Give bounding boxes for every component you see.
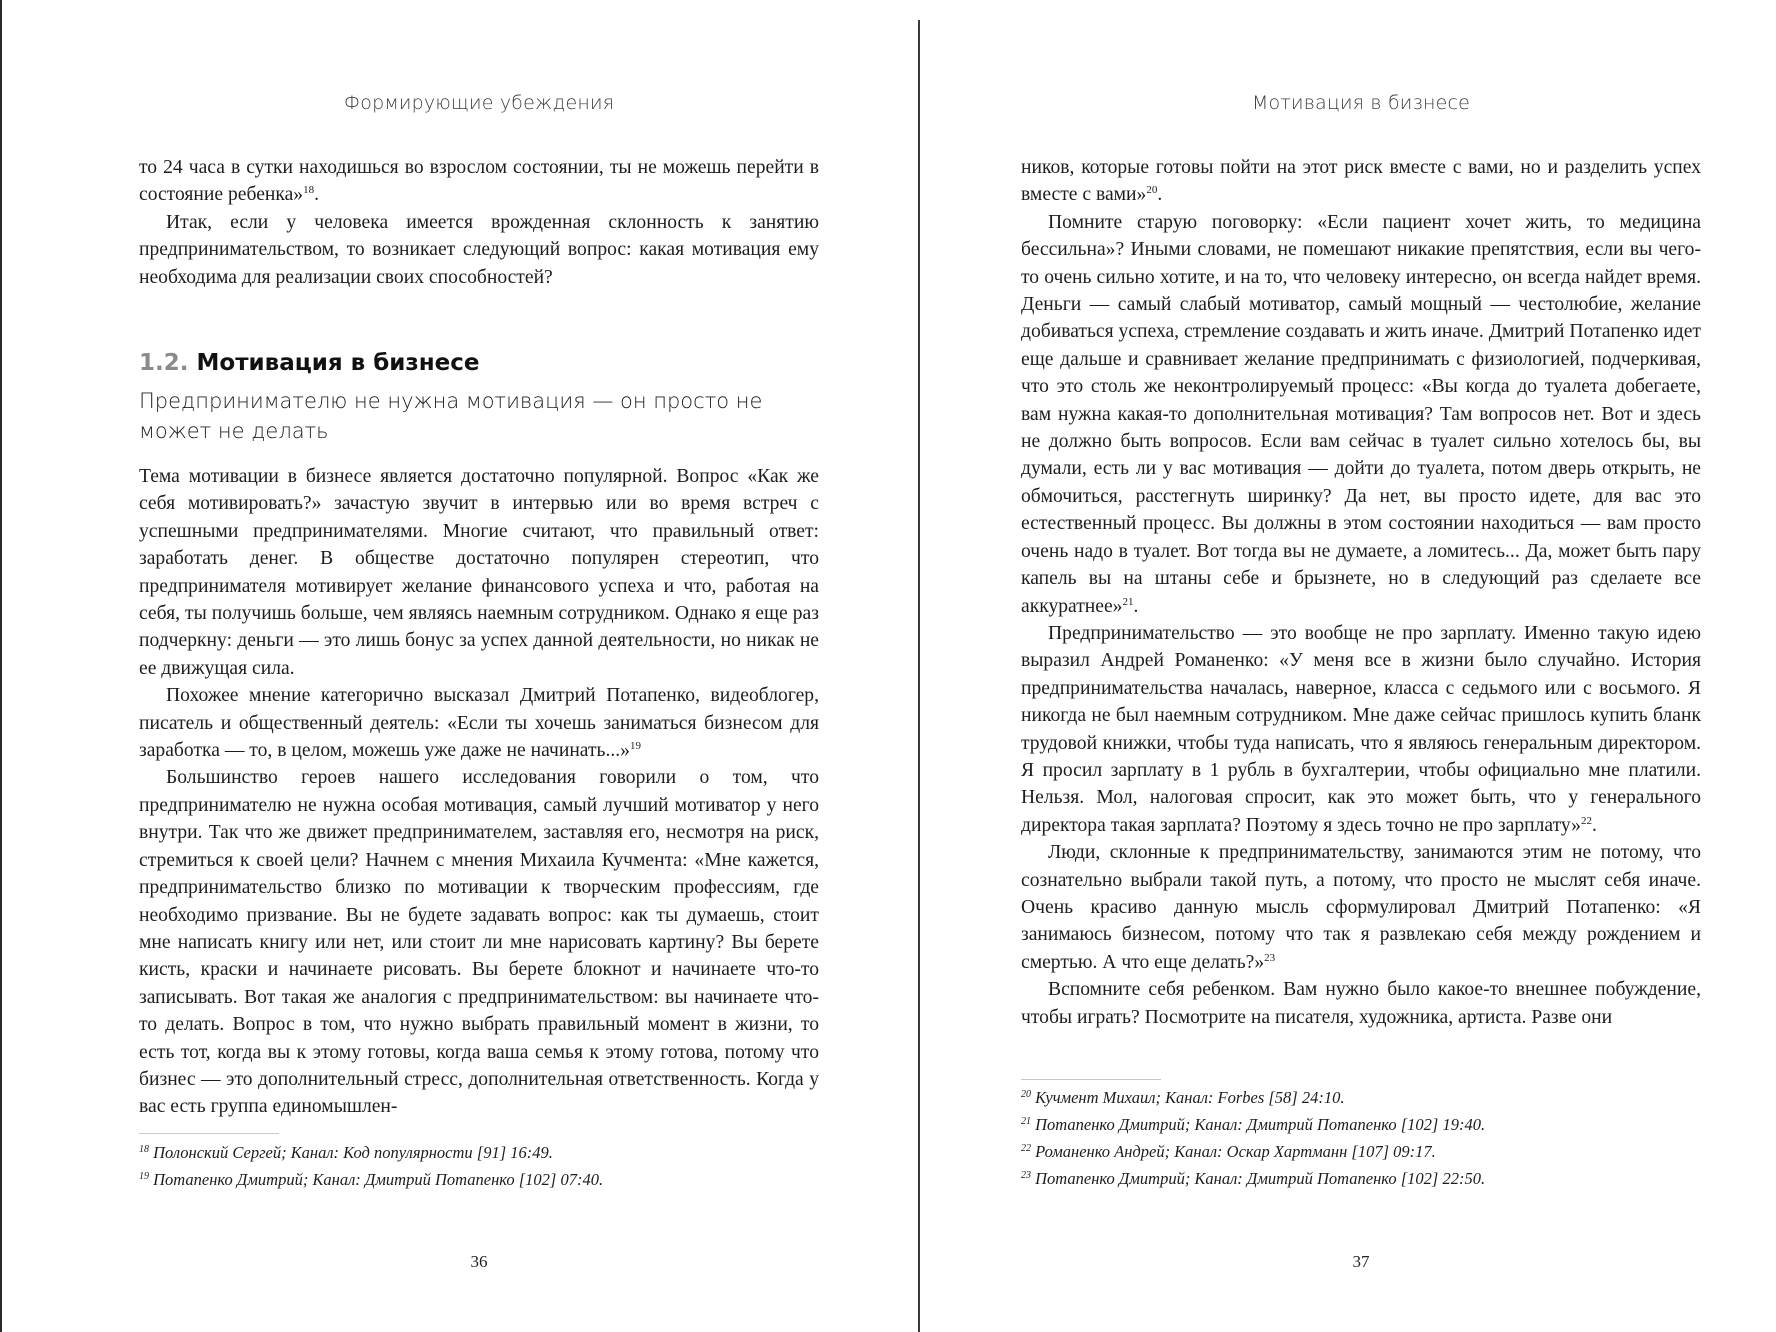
footnote-ref[interactable]: 22 — [1580, 814, 1592, 827]
section-body — [139, 463, 819, 1121]
footnote-ref[interactable]: 21 — [1122, 595, 1134, 608]
paragraph — [139, 682, 819, 764]
footnote — [1021, 1084, 1701, 1111]
footnote-ref[interactable]: 23 — [1264, 951, 1276, 964]
footnotes — [139, 1139, 819, 1193]
right-page — [1021, 0, 1701, 1332]
paragraph — [139, 764, 819, 1120]
running-head: Мотивация в бизнесе — [1251, 92, 1471, 114]
paragraph — [139, 463, 819, 682]
footnotes — [1021, 1084, 1701, 1192]
footnote-text: Потапенко Дмитрий; Канал: Дмитрий Потапенко [102] 07:40. — [153, 1170, 604, 1189]
footnote-number: 21 — [1021, 1116, 1031, 1127]
footnote — [139, 1166, 819, 1193]
footnote — [1021, 1165, 1701, 1192]
footnote-rule — [139, 1133, 279, 1134]
paragraph-text: Большинство героев нашего исследования говорили о том, что предпринимателю не нужна особая мотивация, самый лучший мотиватор у него внутри. Так что же движет предпринимателем, заставляя его, несмотря на риск, стремиться к своей цели? Начнем с мнения Михаила Кучмента: «Мне кажется, предпринимательство близко по мотивации к творческим профессиям, где необходимо призвание. Вы не будете задавать вопрос: как ты думаешь, стоит мне написать книгу или нет, или стоит ли мне нарисовать картину? Вы берете кисть, краски и начинаете рисовать. Вы берете блокнот и начинаете что-то записывать. Вот такая же аналогия с предпринимательством: вы начинаете что-то делать. Вопрос в том, что нужно выбрать правильный момент в жизни, то есть тот, когда вы к этому готовы, когда ваша семья к этому готова, потому что бизнес — это дополнительный стресс, дополнительная ответственность. Когда у вас есть группа единомышлен- — [139, 767, 819, 1118]
footnote-rule — [1021, 1079, 1161, 1080]
footnote-number: 19 — [139, 1171, 149, 1182]
paragraph-tail: . — [1133, 595, 1139, 617]
paragraph-text: то 24 часа в сутки находишься во взрослом состоянии, ты не можешь перейти в состояние ребенка» — [139, 157, 819, 206]
paragraph — [139, 154, 819, 209]
paragraph-tail: . — [314, 184, 319, 206]
paragraph — [1021, 839, 1701, 976]
paragraph-text: ников, которые готовы пойти на этот риск вместе с вами, но и разделить успех вместе с вами» — [1021, 157, 1701, 206]
paragraph — [1021, 976, 1701, 1031]
page-number: 37 — [1352, 1252, 1370, 1271]
footnote — [139, 1139, 819, 1166]
footnote-text: Потапенко Дмитрий; Канал: Дмитрий Потапенко [102] 19:40. — [1035, 1115, 1486, 1134]
paragraph-text: Люди, склонные к предпринимательству, занимаются этим не потому, что сознательно выбрали такой путь, а потому, что просто не мыслят себя иначе. Очень красиво данную мысль сформулировал Дмитрий Потапенко: «Я занимаюсь бизнесом, потому что так я развлекаю себя между рождением и смертью. А что еще делать?» — [1021, 842, 1701, 973]
paragraph-tail: . — [1591, 814, 1597, 836]
section-heading — [139, 350, 819, 376]
footnote-number: 20 — [1021, 1089, 1031, 1100]
left-page — [139, 0, 819, 1332]
running-head: Формирующие убеждения — [343, 92, 615, 114]
footnote-text: Кучмент Михаил; Канал: Forbes [58] 24:10. — [1035, 1088, 1345, 1107]
footnote — [1021, 1138, 1701, 1165]
paragraph-text: Предпринимательство — это вообще не про зарплату. Именно такую идею выразил Андрей Романенко: «У меня все в жизни было случайно. История предпринимательства началась, наверное, класса с седьмого или с восьмого. Я никогда не был наемным сотрудником. Мне даже сейчас пришлось купить бланк трудовой книжки, чтобы туда написать, что я являюсь генеральным директором. Я просил зарплату в 1 рубль в бухгалтерии, чтобы официально мне платили. Нельзя. Мол, налоговая спросит, как это может быть, что у генерального директора такая зарплата? Поэтому я здесь точно не про зарплату» — [1021, 622, 1701, 836]
paragraph — [139, 209, 819, 291]
paragraph-text: Итак, если у человека имеется врожденная склонность к занятию предпринимательством, то возникает следующий вопрос: какая мотивация ему необходима для реализации своих способностей? — [139, 211, 819, 288]
paragraph — [1021, 209, 1701, 620]
book-left-edge — [0, 0, 2, 1332]
intro-text — [139, 154, 819, 291]
footnote-ref[interactable]: 19 — [629, 740, 641, 753]
paragraph-tail: . — [1157, 184, 1163, 206]
paragraph-text: Похожее мнение категорично высказал Дмитрий Потапенко, видеоблогер, писатель и общественный деятель: «Если ты хочешь заниматься бизнесом для заработка — то, в целом, можешь уже даже не начинать...» — [139, 685, 819, 762]
paragraph — [1021, 620, 1701, 839]
footnote-text: Потапенко Дмитрий; Канал: Дмитрий Потапенко [102] 22:50. — [1035, 1169, 1486, 1188]
footnote-number: 22 — [1021, 1143, 1031, 1154]
footnote-ref[interactable]: 18 — [303, 184, 315, 197]
paragraph-text: Вспомните себя ребенком. Вам нужно было какое-то внешнее побуждение, чтобы играть? Посмотрите на писателя, художника, артиста. Разве они — [1021, 979, 1701, 1028]
paragraph-text: Помните старую поговорку: «Если пациент хочет жить, то медицина бессильна»? Иными словами, не помешают никакие препятствия, если вы чего-то очень сильно хотите, и на то, что человеку интересно, он всегда найдет время. Деньги — самый слабый мотиватор, самый мощный — честолюбие, желание добиваться успеха, стремление создавать и жить иначе. Дмитрий Потапенко идет еще дальше и сравнивает желание предпринимать с физиологией, подчеркивая, что это столь же неконтролируемый процесс: «Вы когда до туалета добегаете, вам нужна какая-то дополнительная мотивация? Там вопросов нет. Вот и здесь не должно быть вопросов. Если вам сейчас в туалет сильно хотелось бы, вы думали, есть ли у вас мотивация — дойти до туалета, потом дверь открыть, не обмочиться, расстегнуть ширинку? Да нет, вы просто идете, для вас это естественный процесс. Вы должны в этом состоянии находиться — вам просто очень надо в туалет. Вот тогда вы не думаете, а ломитесь... Да, может быть пару капель вы на штаны себе и брызнете, но в следующий раз сделаете все аккуратнее» — [1021, 211, 1701, 617]
page-number: 36 — [470, 1252, 488, 1271]
paragraph-text: Тема мотивации в бизнесе является достаточно популярной. Вопрос «Как же себя мотивировать?» зачастую звучит в интервью или во время встреч с успешными предпринимателями. Многие считают, что правильный ответ: заработать денег. В обществе достаточно популярен стереотип, что предпринимателя мотивирует желание финансового успеха и что, работая на себя, ты получишь больше, чем являясь наемным сотрудником. Однако я еще раз подчеркну: деньги — это лишь бонус за успех данной деятельности, но никак не ее движущая сила. — [139, 466, 819, 679]
footnote-number: 23 — [1021, 1170, 1031, 1181]
footnote-ref[interactable]: 20 — [1146, 184, 1158, 197]
footnote-text: Полонский Сергей; Канал: Код популярности [91] 16:49. — [153, 1143, 553, 1162]
footnote — [1021, 1111, 1701, 1138]
section-title: Мотивация в бизнесе — [196, 350, 480, 376]
footnote-text: Романенко Андрей; Канал: Оскар Хартманн [107] 09:17. — [1035, 1142, 1436, 1161]
book-spine — [918, 20, 920, 1332]
paragraph — [1021, 154, 1701, 209]
section-number: 1.2. — [139, 350, 189, 376]
footnote-number: 18 — [139, 1144, 149, 1155]
page-body — [1021, 154, 1701, 1031]
section-subtitle: Предпринимателю не нужна мотивация — он просто не может не делать — [139, 389, 763, 443]
